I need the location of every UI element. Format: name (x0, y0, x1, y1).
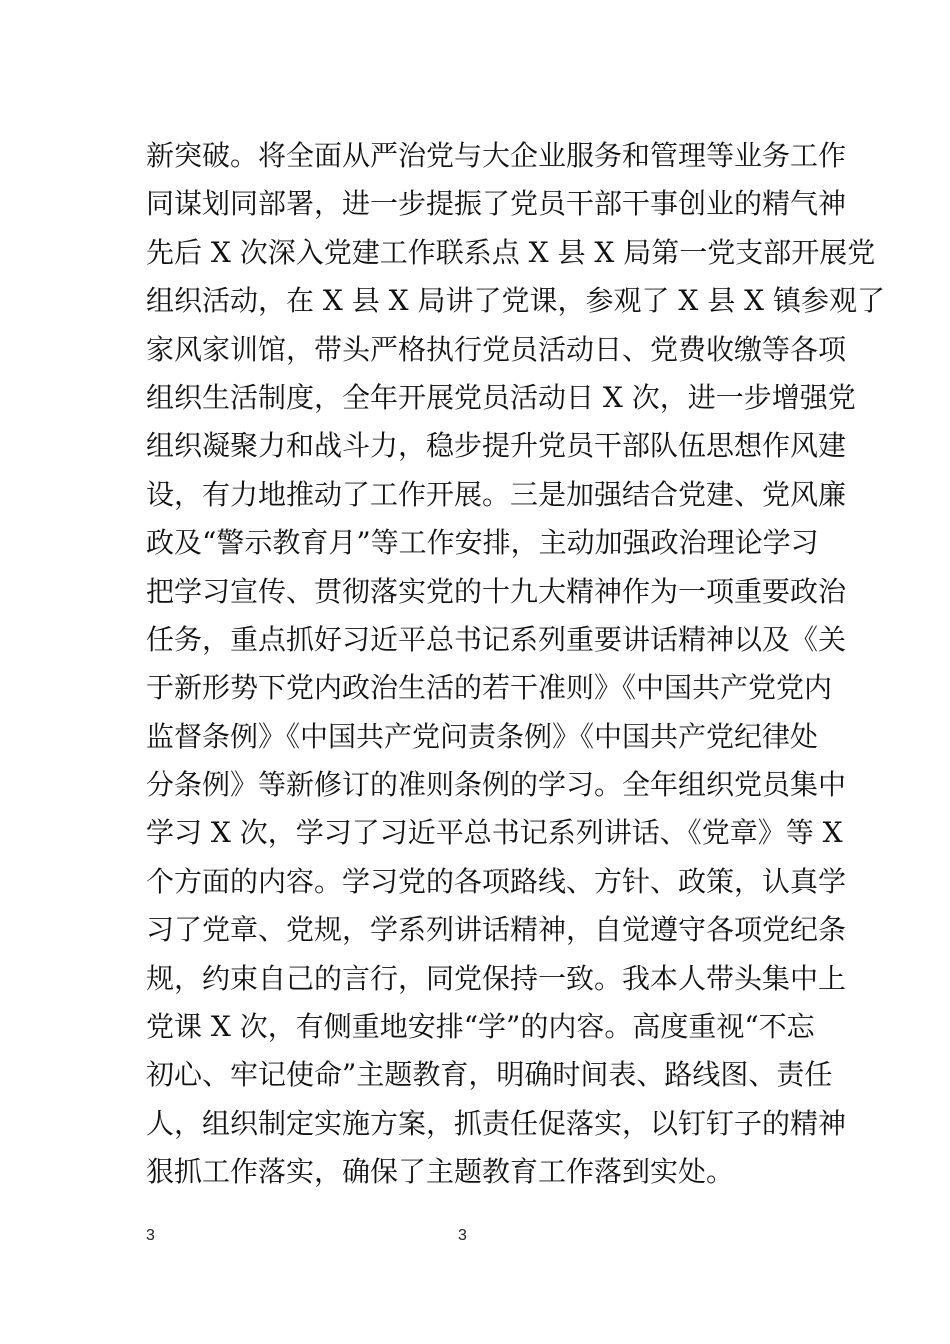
text-line: 人，组织制定实施方案，抓责任促落实，以钉钉子的精神 (146, 1106, 847, 1140)
text-line: 狠抓工作落实，确保了主题教育工作落到实处。 (146, 1155, 735, 1189)
text-line: 先后 X 次深入党建工作联系点 X 县 X 局第一党支部开展党 (146, 235, 876, 269)
text-line: 设，有力地推动了工作开展。三是加强结合党建、党风廉 (146, 477, 847, 511)
text-line: 政及“警示教育月”等工作安排，主动加强政治理论学习 (146, 526, 819, 560)
text-line: 组织活动，在 X 县 X 局讲了党课，参观了 X 县 X 镇参观了 (146, 284, 885, 318)
text-line: 党课 X 次，有侧重地安排“学”的内容。高度重视“不忘 (146, 1010, 815, 1044)
text-line: 个方面的内容。学习党的各项路线、方针、政策，认真学 (146, 864, 847, 898)
text-line: 习了党章、党规，学系列讲话精神，自觉遵守各项党纪条 (146, 913, 847, 947)
text-line: 规，约束自己的言行，同党保持一致。我本人带头集中上 (146, 961, 847, 995)
text-line: 同谋划同部署，进一步提振了党员干部干事创业的精气神 (146, 187, 847, 221)
text-line: 任务，重点抓好习近平总书记系列重要讲话精神以及《关 (146, 622, 847, 656)
body-paragraph (146, 132, 885, 1197)
text-line: 组织生活制度，全年开展党员活动日 X 次，进一步增强党 (146, 380, 856, 414)
text-line: 组织凝聚力和战斗力，稳步提升党员干部队伍思想作风建 (146, 429, 847, 463)
text-line: 分条例》等新修订的准则条例的学习。全年组织党员集中 (146, 768, 847, 802)
page-number-left: 3 (146, 1227, 155, 1244)
text-line: 学习 X 次，学习了习近平总书记系列讲话、《党章》等 X (146, 816, 843, 850)
page-number-right: 3 (458, 1227, 467, 1244)
text-line: 家风家训馆，带头严格执行党员活动日、党费收缴等各项 (146, 332, 847, 366)
text-line: 监督条例》《中国共产党问责条例》《中国共产党纪律处 (146, 719, 819, 753)
text-line: 新突破。将全面从严治党与大企业服务和管理等业务工作 (146, 139, 847, 172)
text-line: 把学习宣传、贯彻落实党的十九大精神作为一项重要政治 (146, 574, 847, 608)
text-line: 于新形势下党内政治生活的若干准则》《中国共产党党内 (146, 671, 833, 705)
text-line: 初心、牢记使命”主题教育，明确时间表、路线图、责任 (146, 1058, 833, 1092)
